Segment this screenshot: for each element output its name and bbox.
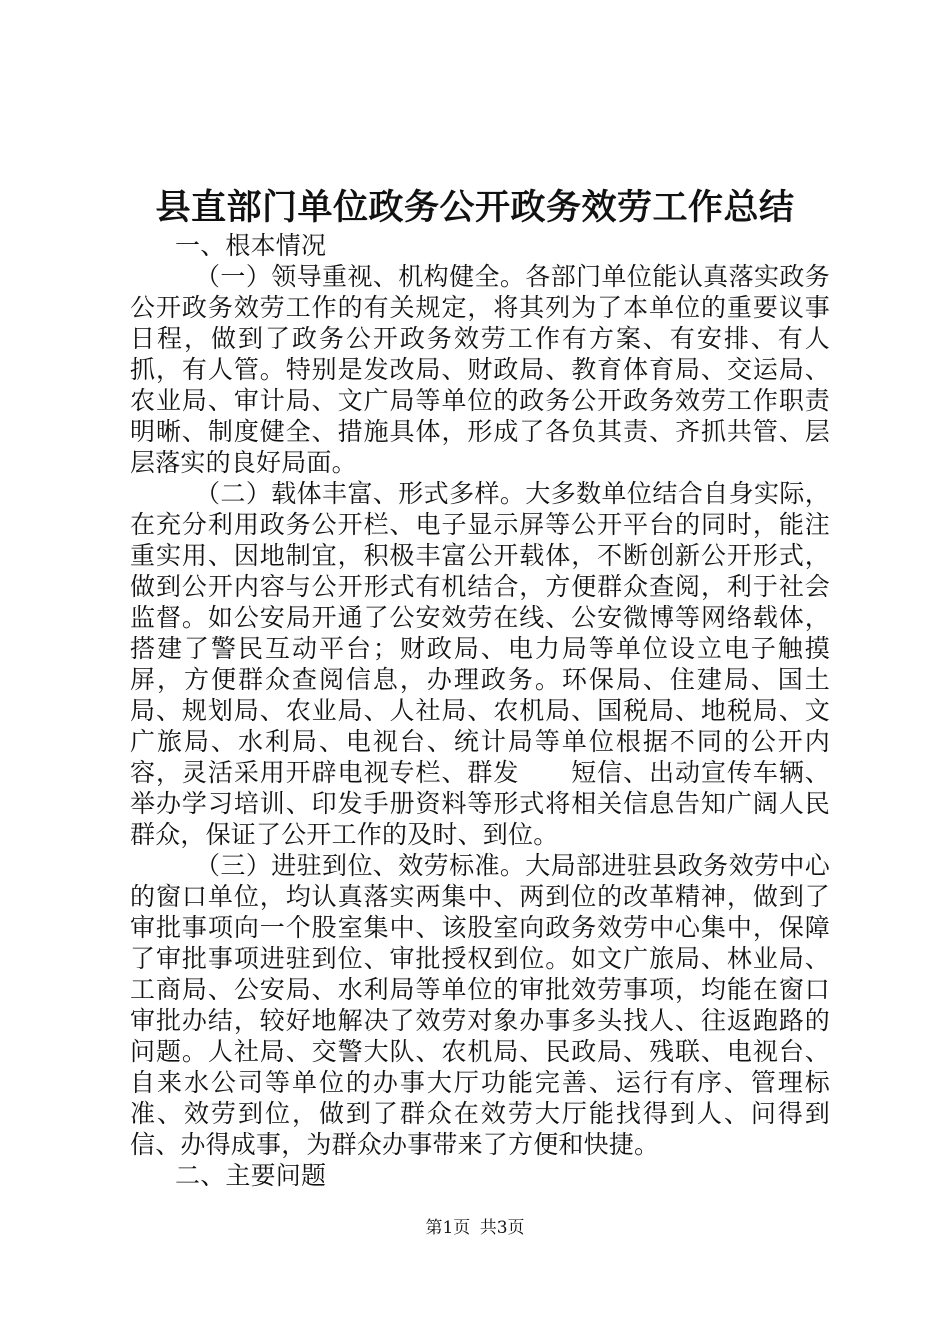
paragraph-leadership: （一）领导重视、机构健全。各部门单位能认真落实政务公开政务效劳工作的有关规定，将其列为了本单位的重要议事日程，做到了政务公开政务效劳工作有方案、有安排、有人抓，有人管。特别是发改局、财政局、教育体育局、交运局、农业局、审计局、文广局等单位的政务公开政务效劳工作职责明晰、制度健全、措施具体，形成了各负其责、齐抓共管、层层落实的良好局面。 [130,262,830,477]
page-footer [0,1216,950,1240]
section-heading-basic-situation: 一、根本情况 [175,231,327,260]
document-title: 县直部门单位政务公开政务效劳工作总结 [155,187,795,228]
document-body [130,230,830,1191]
paragraph-carriers: （二）载体丰富、形式多样。大多数单位结合自身实际，在充分利用政务公开栏、电子显示屏等公开平台的同时，能注重实用、因地制宜，积极丰富公开载体，不断创新公开形式，做到公开内容与公开形式有机结合，方便群众查阅，利于社会监督。如公安局开通了公安效劳在线、公安微博等网络载体，搭建了警民互动平台；财政局、电力局等单位设立电子触摸屏，方便群众查阅信息，办理政务。环保局、住建局、国土局、规划局、农业局、人社局、农机局、国税局、地税局、文广旅局、水利局、电视台、统计局等单位根据不同的公开内容，灵活采用开辟电视专栏、群发 短信、出动宣传车辆、举办学习培训、印发手册资料等形式将相关信息告知广阔人民群众，保证了公开工作的及时、到位。 [130,479,830,849]
page-number: 第1页 [425,1218,471,1238]
paragraph-service-standards: （三）进驻到位、效劳标准。大局部进驻县政务效劳中心的窗口单位，均认真落实两集中、两到位的改革精神，做到了审批事项向一个股室集中、该股室向政务效劳中心集中，保障了审批事项进驻到位、审批授权到位。如文广旅局、林业局、工商局、公安局、水利局等单位的审批效劳事项，均能在窗口审批办结，较好地解决了效劳对象办事多头找人、往返跑路的问题。人社局、交警大队、农机局、民政局、残联、电视台、自来水公司等单位的办事大厅功能完善、运行有序、管理标准、效劳到位，做到了群众在效劳大厅能找得到人、问得到信、办得成事，为群众办事带来了方便和快捷。 [130,851,830,1159]
page-total: 共3页 [479,1218,525,1238]
section-heading-main-problems: 二、主要问题 [175,1161,327,1190]
